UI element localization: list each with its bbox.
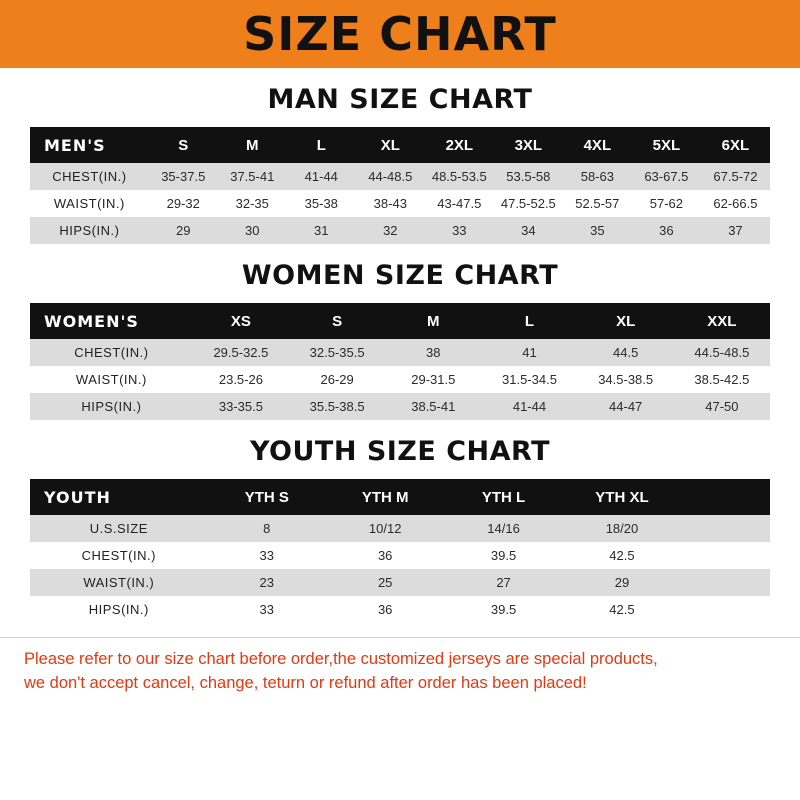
cell: 32-35 [218, 190, 287, 217]
cell: 62-66.5 [701, 190, 770, 217]
row-label: CHEST(IN.) [30, 339, 193, 366]
cell: 44.5-48.5 [674, 339, 770, 366]
note-line-1: Please refer to our size chart before order,the customized jerseys are special products, [24, 650, 658, 668]
cell: 33-35.5 [193, 393, 289, 420]
cell: 10/12 [326, 515, 444, 542]
cell: 41-44 [481, 393, 577, 420]
table-women-col-0: XS [193, 303, 289, 339]
cell: 35-38 [287, 190, 356, 217]
cell: 29 [563, 569, 681, 596]
cell: 30 [218, 217, 287, 244]
cell: 38 [385, 339, 481, 366]
cell: 14/16 [444, 515, 562, 542]
cell: 26-29 [289, 366, 385, 393]
table-row [30, 596, 770, 623]
cell: 44.5 [578, 339, 674, 366]
header-band [0, 0, 800, 68]
row-label: WAIST(IN.) [30, 366, 193, 393]
cell: 25 [326, 569, 444, 596]
table-man-header-label: MEN'S [30, 127, 149, 163]
cell: 18/20 [563, 515, 681, 542]
table-header-row [30, 127, 770, 163]
cell: 32 [356, 217, 425, 244]
table-row [30, 163, 770, 190]
table-youth [30, 479, 770, 623]
table-man [30, 127, 770, 244]
table-women [30, 303, 770, 420]
row-label: HIPS(IN.) [30, 217, 149, 244]
page-title: SIZE CHART [243, 7, 557, 61]
cell: 52.5-57 [563, 190, 632, 217]
cell: 33 [425, 217, 494, 244]
table-man-body [30, 163, 770, 244]
cell: 31 [287, 217, 356, 244]
row-label: WAIST(IN.) [30, 190, 149, 217]
table-youth-col-spacer [681, 479, 770, 515]
cell: 47.5-52.5 [494, 190, 563, 217]
cell: 37.5-41 [218, 163, 287, 190]
cell: 32.5-35.5 [289, 339, 385, 366]
cell: 44-47 [578, 393, 674, 420]
cell: 37 [701, 217, 770, 244]
table-row [30, 366, 770, 393]
table-women-col-3: L [481, 303, 577, 339]
cell: 53.5-58 [494, 163, 563, 190]
table-man-col-5: 3XL [494, 127, 563, 163]
section-youth [0, 436, 800, 623]
cell: 35-37.5 [149, 163, 218, 190]
cell: 31.5-34.5 [481, 366, 577, 393]
cell: 44-48.5 [356, 163, 425, 190]
cell: 23.5-26 [193, 366, 289, 393]
table-row [30, 393, 770, 420]
row-label: HIPS(IN.) [30, 596, 208, 623]
cell: 41-44 [287, 163, 356, 190]
cell: 41 [481, 339, 577, 366]
table-header-row [30, 303, 770, 339]
order-policy-note [0, 637, 800, 696]
cell: 67.5-72 [701, 163, 770, 190]
section-title-youth: YOUTH SIZE CHART [249, 436, 551, 467]
table-man-col-3: XL [356, 127, 425, 163]
table-women-col-2: M [385, 303, 481, 339]
cell: 33 [208, 542, 326, 569]
table-row [30, 515, 770, 542]
table-youth-col-0: YTH S [208, 479, 326, 515]
table-row [30, 339, 770, 366]
cell: 36 [326, 542, 444, 569]
cell: 34 [494, 217, 563, 244]
cell: 23 [208, 569, 326, 596]
cell: 38.5-41 [385, 393, 481, 420]
cell: 39.5 [444, 596, 562, 623]
cell: 38-43 [356, 190, 425, 217]
table-women-col-4: XL [578, 303, 674, 339]
table-youth-col-1: YTH M [326, 479, 444, 515]
cell: 33 [208, 596, 326, 623]
row-label: U.S.SIZE [30, 515, 208, 542]
cell: 42.5 [563, 596, 681, 623]
table-youth-body [30, 515, 770, 623]
cell: 42.5 [563, 542, 681, 569]
row-label: CHEST(IN.) [30, 542, 208, 569]
cell: 29 [149, 217, 218, 244]
cell: 48.5-53.5 [425, 163, 494, 190]
cell: 8 [208, 515, 326, 542]
table-row [30, 569, 770, 596]
table-youth-header-label: YOUTH [30, 479, 208, 515]
table-row [30, 542, 770, 569]
cell-spacer [681, 596, 770, 623]
table-women-body [30, 339, 770, 420]
cell-spacer [681, 542, 770, 569]
section-title-man: MAN SIZE CHART [267, 84, 533, 115]
table-women-col-1: S [289, 303, 385, 339]
section-title-women: WOMEN SIZE CHART [241, 260, 559, 291]
table-man-col-8: 6XL [701, 127, 770, 163]
table-man-col-6: 4XL [563, 127, 632, 163]
cell: 57-62 [632, 190, 701, 217]
cell: 36 [632, 217, 701, 244]
cell: 39.5 [444, 542, 562, 569]
cell: 43-47.5 [425, 190, 494, 217]
table-row [30, 190, 770, 217]
cell: 35.5-38.5 [289, 393, 385, 420]
table-man-head [30, 127, 770, 163]
table-man-col-2: L [287, 127, 356, 163]
table-man-col-4: 2XL [425, 127, 494, 163]
cell-spacer [681, 515, 770, 542]
cell: 34.5-38.5 [578, 366, 674, 393]
table-youth-head [30, 479, 770, 515]
cell: 29-31.5 [385, 366, 481, 393]
cell: 38.5-42.5 [674, 366, 770, 393]
table-youth-col-3: YTH XL [563, 479, 681, 515]
table-row [30, 217, 770, 244]
cell: 29-32 [149, 190, 218, 217]
table-header-row [30, 479, 770, 515]
table-women-head [30, 303, 770, 339]
table-man-col-1: M [218, 127, 287, 163]
note-line-2: we don't accept cancel, change, teturn or refund after order has been placed! [24, 673, 587, 692]
section-women [0, 260, 800, 420]
cell: 58-63 [563, 163, 632, 190]
section-man [0, 84, 800, 244]
cell: 47-50 [674, 393, 770, 420]
table-youth-col-2: YTH L [444, 479, 562, 515]
cell: 63-67.5 [632, 163, 701, 190]
cell: 35 [563, 217, 632, 244]
table-man-col-0: S [149, 127, 218, 163]
table-man-col-7: 5XL [632, 127, 701, 163]
table-women-header-label: WOMEN'S [30, 303, 193, 339]
row-label: HIPS(IN.) [30, 393, 193, 420]
row-label: CHEST(IN.) [30, 163, 149, 190]
cell-spacer [681, 569, 770, 596]
cell: 27 [444, 569, 562, 596]
row-label: WAIST(IN.) [30, 569, 208, 596]
cell: 36 [326, 596, 444, 623]
table-women-col-5: XXL [674, 303, 770, 339]
cell: 29.5-32.5 [193, 339, 289, 366]
